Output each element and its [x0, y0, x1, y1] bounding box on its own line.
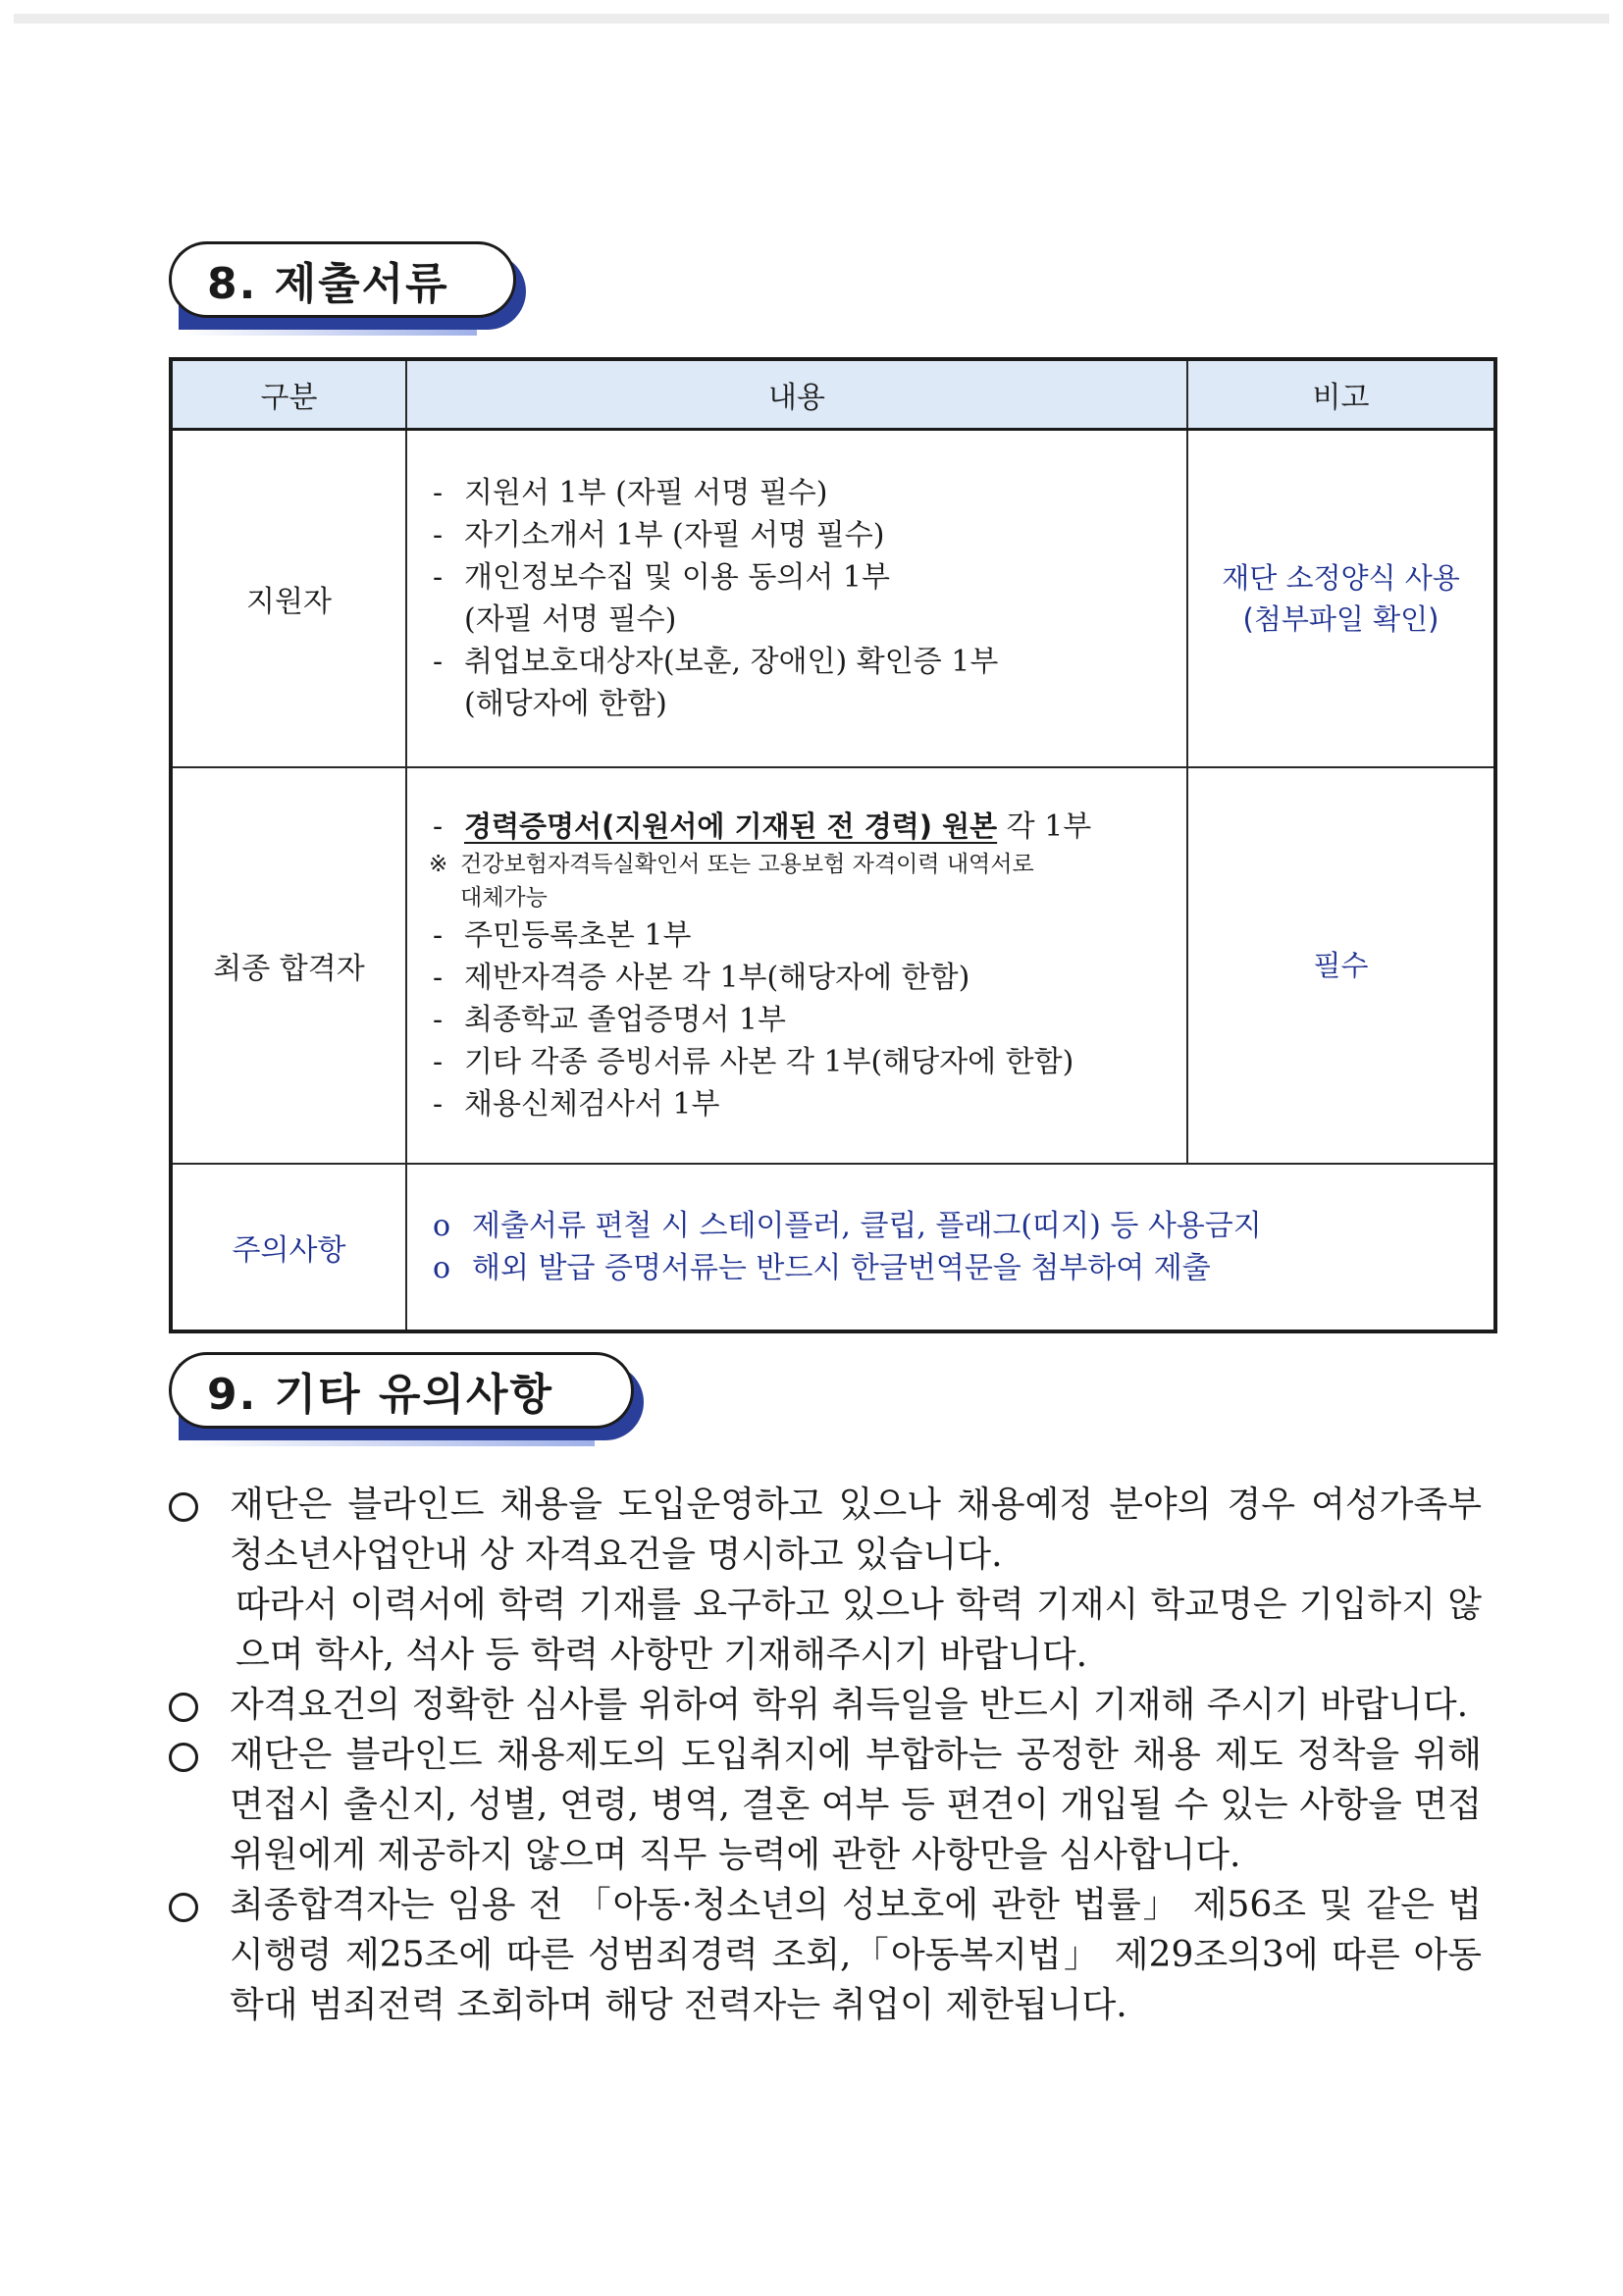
note-item	[167, 1880, 1482, 2030]
section-9-title: 9. 기타 유의사항	[169, 1352, 634, 1429]
list-item: - 제반자격증 사본 각 1부(해당자에 한함)	[433, 961, 970, 995]
list-item: - 채용신체검사서 1부	[433, 1087, 720, 1122]
final-category: 최종 합격자	[171, 767, 406, 1164]
list-item: - 주민등록초본 1부	[433, 918, 692, 953]
header-underline	[183, 330, 477, 336]
section-9-header	[169, 1352, 634, 1429]
section-8-header	[169, 241, 516, 318]
table-row-final	[171, 767, 1495, 1164]
substitute-note: ※ 건강보험자격득실확인서 또는 고용보험 자격이력 내역서로	[429, 852, 1034, 877]
note-item	[167, 1480, 1482, 1680]
list-item: - 개인정보수집 및 이용 동의서 1부	[433, 560, 890, 595]
list-item: - 자기소개서 1부 (자필 서명 필수)	[433, 518, 885, 552]
note-text: 재단은 블라인드 채용제도의 도입취지에 부합하는 공정한 채용 제도 정착을 위해 면접시 출신지, 성별, 연령, 병역, 결혼 여부 등 편견이 개입될 수 있는 사항을 면접위원에게 제공하지 않으며 직무 능력에 관한 사항만을 심사합니다.	[230, 1735, 1482, 1875]
note-form-line: 재단 소정양식 사용	[1222, 561, 1460, 595]
applicant-content	[406, 430, 1187, 768]
table-header-row	[171, 359, 1495, 430]
applicant-note	[1187, 430, 1495, 768]
header-content: 내용	[406, 359, 1187, 430]
final-note: 필수	[1187, 767, 1495, 1164]
note-text: 최종합격자는 임용 전 「아동·청소년의 성보호에 관한 법률」 제56조 및 같은 법 시행령 제25조에 따른 성범죄경력 조회,「아동복지법」 제29조의3에 따른 아동학대 범죄전력 조회하며 해당 전력자는 취업이 제한됩니다.	[230, 1885, 1482, 2025]
documents-table	[169, 357, 1497, 1333]
list-item-continuation: (자필 서명 필수)	[464, 602, 677, 637]
header-underline	[183, 1440, 595, 1446]
note-item	[167, 1730, 1482, 1880]
applicant-category: 지원자	[171, 430, 406, 768]
final-content	[406, 767, 1187, 1164]
note-item	[167, 1680, 1482, 1730]
list-item: - 취업보호대상자(보훈, 장애인) 확인증 1부	[433, 645, 999, 679]
career-certificate-emphasis: 경력증명서(지원서에 기재된 전 경력) 원본	[464, 809, 998, 843]
list-item: - 경력증명서(지원서에 기재된 전 경력) 원본 각 1부	[433, 809, 1092, 844]
table-row-caution	[171, 1164, 1495, 1331]
note-text-extra: 따라서 이력서에 학력 기재를 요구하고 있으나 학력 기재시 학교명은 기입하지 않으며 학사, 석사 등 학력 사항만 기재해주시기 바랍니다.	[236, 1585, 1482, 1675]
circle-bullet-icon	[169, 1893, 198, 1922]
caution-category: 주의사항	[171, 1164, 406, 1331]
header-category: 구분	[171, 359, 406, 430]
note-text: 재단은 블라인드 채용을 도입운영하고 있으나 채용예정 분야의 경우 여성가족부 청소년사업안내 상 자격요건을 명시하고 있습니다.	[230, 1485, 1482, 1575]
list-item-continuation: (해당자에 한함)	[464, 687, 667, 721]
section-8-title: 8. 제출서류	[169, 241, 516, 318]
header-note: 비고	[1187, 359, 1495, 430]
circle-bullet-icon	[169, 1492, 198, 1522]
caution-line: o 제출서류 편철 시 스테이플러, 클립, 플래그(띠지) 등 사용금지	[433, 1209, 1262, 1243]
note-text: 자격요건의 정확한 심사를 위하여 학위 취득일을 반드시 기재해 주시기 바랍니다.	[230, 1685, 1469, 1725]
circle-bullet-icon	[169, 1693, 198, 1722]
list-item: - 기타 각종 증빙서류 사본 각 1부(해당자에 한함)	[433, 1045, 1074, 1079]
notes-list	[167, 1480, 1482, 2030]
list-item: - 지원서 1부 (자필 서명 필수)	[433, 476, 828, 510]
note-attachment-line: (첨부파일 확인)	[1242, 602, 1440, 636]
table-row-applicant	[171, 430, 1495, 768]
substitute-note-cont: 대체가능	[460, 885, 548, 911]
caution-content	[406, 1164, 1495, 1331]
caution-line: o 해외 발급 증명서류는 반드시 한글번역문을 첨부하여 제출	[433, 1251, 1211, 1285]
list-item: - 최종학교 졸업증명서 1부	[433, 1003, 786, 1037]
scan-top-edge	[14, 14, 1609, 24]
circle-bullet-icon	[169, 1743, 198, 1772]
